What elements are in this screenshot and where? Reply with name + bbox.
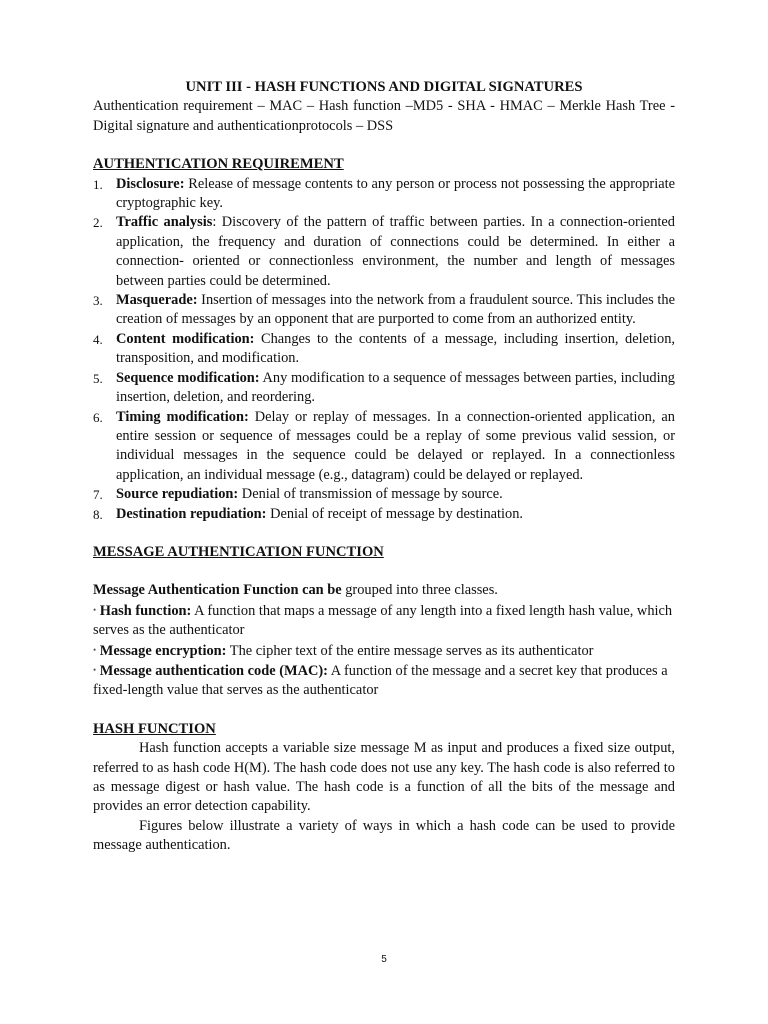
unit-topics: Authentication requirement – MAC – Hash function –MD5 - SHA - HMAC – Merkle Hash Tree - Digital signature and authenticationprotocols – DSS	[93, 98, 675, 134]
item-number: 5.	[93, 370, 103, 386]
bullet-icon: •	[93, 604, 97, 615]
list-item	[93, 485, 675, 504]
list-item	[93, 291, 675, 330]
item-text: Any modification to a sequence of messages between parties, including insertion, deletion, and reordering.	[116, 369, 676, 406]
item-term: Timing modification:	[116, 408, 249, 425]
auth-requirement-list	[93, 175, 675, 524]
item-number: 3.	[93, 293, 103, 309]
paragraph: Figures below illustrate a variety of ways in which a hash code can be used to provide message authentication.	[93, 817, 675, 854]
list-item	[93, 661, 675, 701]
item-number: 7.	[93, 487, 103, 503]
list-item	[93, 641, 675, 661]
maf-intro-bold: Message Authentication Function can be	[93, 582, 342, 599]
item-number: 2.	[93, 215, 103, 231]
document-page	[93, 78, 675, 856]
paragraph: Hash function accepts a variable size message M as input and produces a fixed size output, referred to as hash code H(M). The hash code does not use any key. The hash code is also referred to as message digest or hash value. The hash code is a function of all the bits of the message and provides an error detection capability.	[93, 740, 675, 815]
item-text: Insertion of messages into the network from a fraudulent source. This includes the creation of messages by an opponent that are purported to come from an authorized entity.	[116, 292, 675, 328]
item-term: Content modification:	[116, 330, 255, 347]
list-item	[93, 213, 675, 291]
list-item	[93, 175, 675, 214]
item-number: 6.	[93, 409, 103, 425]
bullet-icon: •	[93, 664, 97, 675]
item-text: Denial of transmission of message by source.	[238, 486, 503, 503]
section-heading-hash-function: HASH FUNCTION	[93, 720, 216, 737]
item-term: Traffic analysis	[116, 214, 213, 231]
item-term: Message authentication code (MAC):	[99, 662, 328, 679]
bullet-icon: •	[93, 644, 97, 655]
page-number: 5	[381, 954, 387, 965]
item-text: : Discovery of the pattern of traffic between parties. In a connection-oriented application, the frequency and duration of connections could be determined. In either a connection- oriented or connectionless environment, the number and length of messages between parties could be determined.	[116, 214, 675, 289]
maf-intro-rest: grouped into three classes.	[341, 582, 498, 599]
item-term: Message encryption:	[99, 642, 227, 659]
item-text: Delay or replay of messages. In a connection-oriented application, an entire session or sequence of messages could be a replay of some previous valid session, or individual messages in the sequence could be delayed or replayed. In a connectionless application, an individual message (e.g., datagram) could be delayed or replayed.	[116, 408, 675, 483]
item-term: Source repudiation:	[116, 486, 239, 503]
item-number: 4.	[93, 331, 103, 347]
item-term: Sequence modification:	[116, 369, 260, 386]
list-item	[93, 601, 675, 641]
section-heading-auth-requirement: AUTHENTICATION REQUIREMENT	[93, 156, 344, 173]
item-term: Destination repudiation:	[116, 505, 267, 522]
list-item	[93, 369, 675, 408]
section-heading-maf: MESSAGE AUTHENTICATION FUNCTION	[93, 543, 384, 560]
item-text: Denial of receipt of message by destination.	[266, 505, 524, 522]
list-item	[93, 408, 675, 486]
item-text: Changes to the contents of a message, including insertion, deletion, transposition, and modification.	[116, 330, 675, 367]
item-number: 1.	[93, 176, 103, 192]
item-term: Disclosure:	[116, 175, 185, 192]
item-text: A function of the message and a secret key that produces a fixed-length value that serves as the authenticator	[93, 662, 668, 699]
maf-intro	[93, 581, 675, 600]
item-term: Hash function:	[99, 602, 192, 619]
item-number: 8.	[93, 506, 103, 522]
item-text: The cipher text of the entire message serves as its authenticator	[226, 642, 594, 659]
list-item	[93, 330, 675, 369]
item-text: Release of message contents to any person or process not possessing the appropriate cryptographic key.	[116, 175, 675, 212]
page-title: UNIT III - HASH FUNCTIONS AND DIGITAL SIGNATURES	[185, 79, 583, 95]
item-term: Masquerade:	[116, 292, 198, 309]
list-item	[93, 505, 675, 524]
item-text: A function that maps a message of any length into a fixed length hash value, which serves as the authenticator	[93, 602, 673, 639]
